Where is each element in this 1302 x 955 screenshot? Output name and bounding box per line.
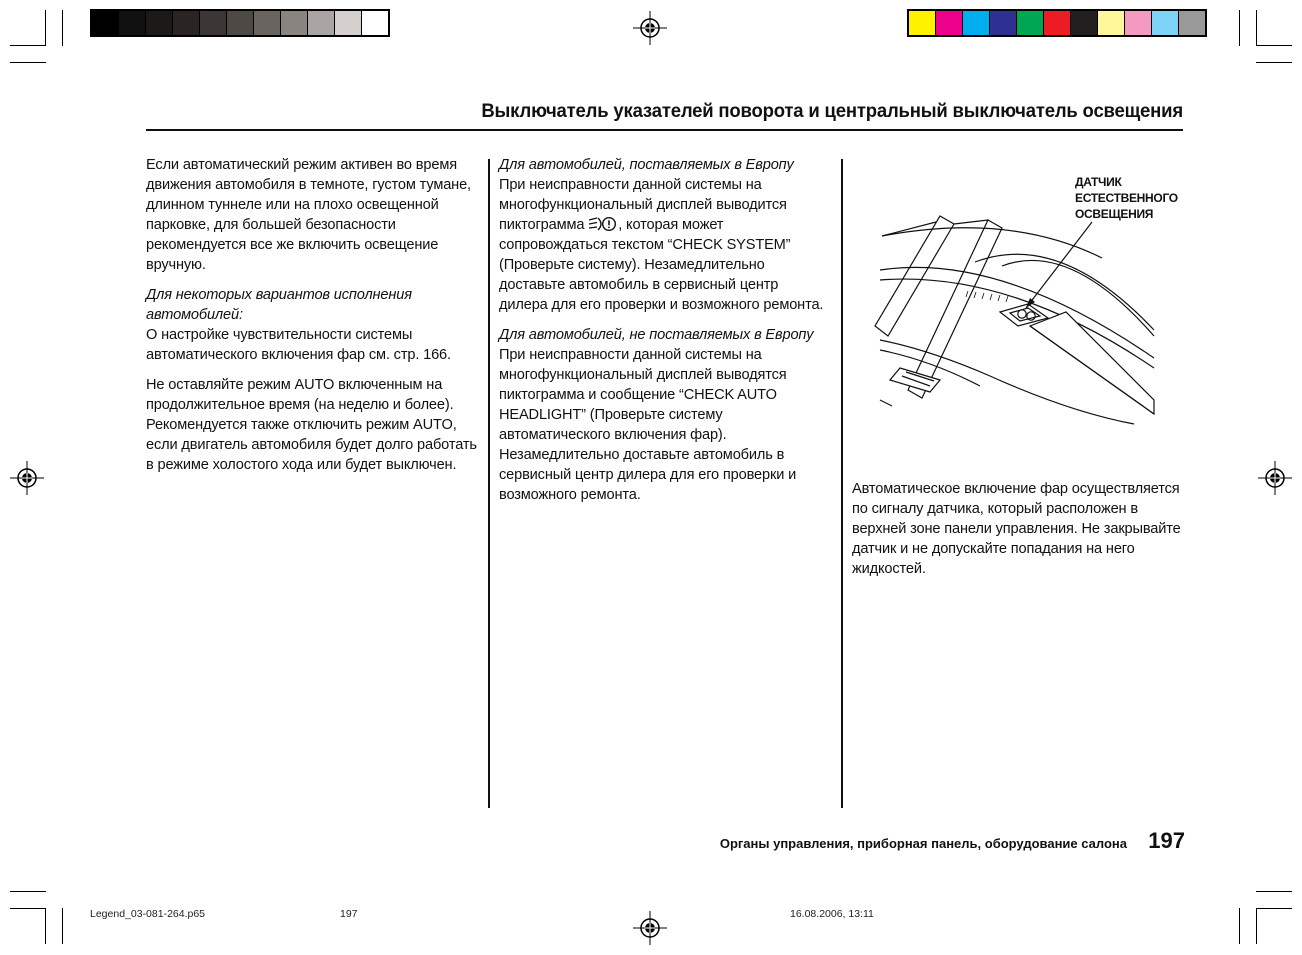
registration-mark-icon xyxy=(633,911,667,945)
calibration-swatch xyxy=(935,11,962,35)
calibration-swatch xyxy=(199,11,226,35)
calibration-swatch xyxy=(280,11,307,35)
column-divider xyxy=(841,159,843,808)
calibration-swatch xyxy=(1016,11,1043,35)
registration-mark-icon xyxy=(1258,461,1292,495)
calibration-swatch xyxy=(307,11,334,35)
calibration-swatch xyxy=(1070,11,1097,35)
middle-column xyxy=(499,155,829,515)
calibration-swatch xyxy=(1097,11,1124,35)
paragraph xyxy=(499,325,829,505)
print-slug-page: 197 xyxy=(340,908,358,920)
calibration-swatch xyxy=(92,11,118,35)
paragraph-body: , которая может сопровождаться текстом “CHECK SYSTEM” (Проверьте систему). Незамедлительно доставьте автомобиль в сервисный центр дилера для его проверки и возможного ремонта. xyxy=(499,217,824,313)
callout-line: ДАТЧИК xyxy=(1075,175,1122,189)
column-divider xyxy=(488,159,490,808)
callout-line: ЕСТЕСТВЕННОГО xyxy=(1075,191,1178,205)
print-slug-datetime: 16.08.2006, 13:11 xyxy=(790,908,874,920)
paragraph xyxy=(146,285,480,365)
paragraph: Если автоматический режим активен во время движения автомобиля в темноте, густом тумане, длинном туннеле или на плохо освещенной парковке, для большей безопасности рекомендуется все же включить освещение вручную. xyxy=(146,157,471,273)
calibration-swatch xyxy=(226,11,253,35)
registration-mark-icon xyxy=(10,461,44,495)
section-heading: Для некоторых вариантов исполнения автомобилей: xyxy=(146,287,412,323)
calibration-swatch xyxy=(989,11,1016,35)
sensor-callout xyxy=(1075,174,1178,222)
page-number: 197 xyxy=(1148,828,1185,853)
section-heading: Для автомобилей, поставляемых в Европу xyxy=(499,157,794,173)
calibration-swatch xyxy=(118,11,145,35)
print-slug-filename: Legend_03-081-264.p65 xyxy=(90,908,206,920)
calibration-swatch xyxy=(962,11,989,35)
registration-mark-icon xyxy=(633,11,667,45)
calibration-swatch xyxy=(361,11,388,35)
paragraph-body: При неисправности данной системы на многофункциональный дисплей выводится пиктограмма xyxy=(499,177,787,233)
paragraph: Автоматическое включение фар осуществляется по сигналу датчика, который расположен в верхней зоне панели управления. Не закрывайте датчик и не допускайте попадания на него жидкостей. xyxy=(852,481,1181,577)
calibration-swatch xyxy=(253,11,280,35)
paragraph-body: При неисправности данной системы на многофункциональный дисплей выводятся пиктограмма и сообщение “CHECK AUTO HEADLIGHT” (Проверьте систему автоматического включения фар). Незамедлительно доставьте автомобиль в сервисный центр дилера для его проверки и возможного ремонта. xyxy=(499,347,797,503)
paragraph-body: О настройке чувствительности системы автоматического включения фар см. стр. 166. xyxy=(146,327,451,363)
color-calibration-bar xyxy=(907,9,1207,37)
section-heading: Для автомобилей, не поставляемых в Европу xyxy=(499,327,814,343)
calibration-swatch xyxy=(145,11,172,35)
paragraph: Не оставляйте режим AUTO включенным на продолжительное время (на неделю и более). Рекомендуется также отключить режим AUTO, если двигатель автомобиля будет долго работать в режиме холостого хода или будет выключен. xyxy=(146,377,477,473)
grayscale-calibration-bar xyxy=(90,9,390,37)
paragraph xyxy=(499,155,829,315)
calibration-swatch xyxy=(1151,11,1178,35)
title-rule xyxy=(146,129,1183,131)
calibration-swatch xyxy=(334,11,361,35)
calibration-swatch xyxy=(1043,11,1070,35)
left-column xyxy=(146,155,480,485)
footer-section-title: Органы управления, приборная панель, оборудование салона xyxy=(719,836,1127,851)
headlight-warning-icon xyxy=(588,216,618,232)
calibration-swatch xyxy=(172,11,199,35)
calibration-swatch xyxy=(1124,11,1151,35)
dashboard-sensor-illustration xyxy=(870,200,1165,435)
calibration-swatch xyxy=(1178,11,1205,35)
right-column xyxy=(852,479,1182,589)
callout-line: ОСВЕЩЕНИЯ xyxy=(1075,207,1154,221)
page-title: Выключатель указателей поворота и центральный выключатель освещения xyxy=(481,100,1183,122)
calibration-swatch xyxy=(909,11,935,35)
